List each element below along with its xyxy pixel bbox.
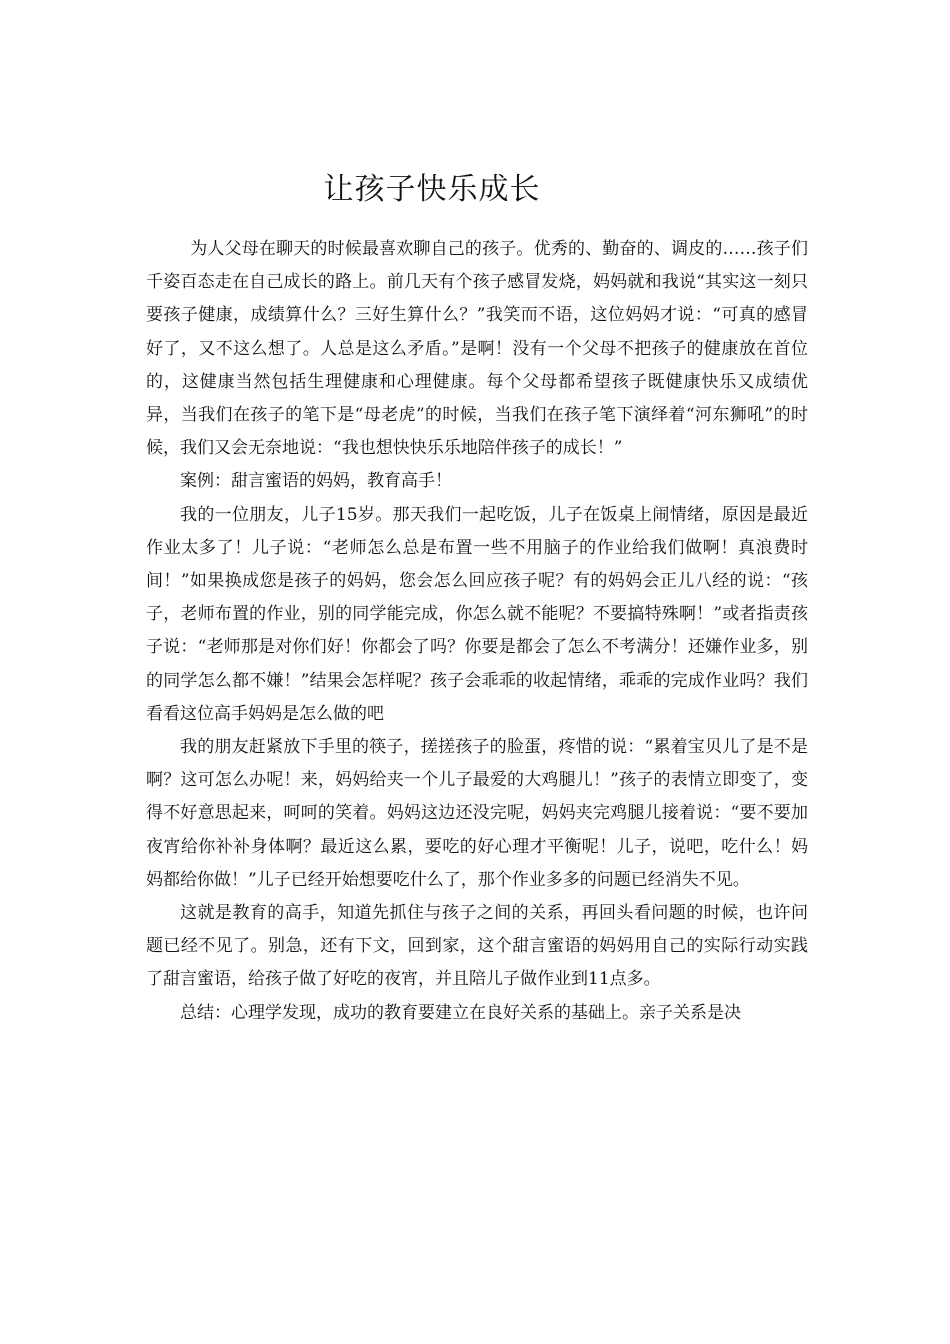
paragraph-case-heading: 案例：甜言蜜语的妈妈，教育高手！ <box>180 471 452 492</box>
paragraph-mother-response: 我的朋友赶紧放下手里的筷子，搓搓孩子的脸蛋，疼惜的说：“累着宝贝儿了是不是啊？这可怎么办呢！来，妈妈给夹一个儿子最爱的大鸡腿儿！”孩子的表情立即变了，变得不好意思起来，呵呵的笑着。妈妈这边还没完呢，妈妈夹完鸡腿儿接着说：“要不要加夜宵给你补补身体啊？最近这么累，要吃的好心理才平衡呢！儿子，说吧，吃什么！妈妈都给你做！”儿子已经开始想要吃什么了，那个作业多多的问题已经消失不见。 <box>146 737 808 890</box>
paragraph-summary: 总结：心理学发现，成功的教育要建立在良好关系的基础上。亲子关系是决 <box>180 1002 741 1023</box>
paragraph-case-story: 我的一位朋友，儿子15岁。那天我们一起吃饭，儿子在饭桌上闹情绪，原因是最近作业太多了！儿子说：“老师怎么总是布置一些不用脑子的作业给我们做啊！真浪费时间！”如果换成您是孩子的妈妈，您会怎么回应孩子呢？有的妈妈会正儿八经的说：“孩子，老师布置的作业，别的同学能完成，你怎么就不能呢？不要搞特殊啊！”或者指责孩子说：“老师那是对你们好！你都会了吗？你要是都会了怎么不考满分！还嫌作业多，别的同学怎么都不嫌！”结果会怎样呢？孩子会乖乖的收起情绪，乖乖的完成作业吗？我们看看这位高手妈妈是怎么做的吧 <box>146 504 808 724</box>
paragraph-analysis: 这就是教育的高手，知道先抓住与孩子之间的关系，再回头看问题的时候，也许问题已经不见了。别急，还有下文，回到家，这个甜言蜜语的妈妈用自己的实际行动实践了甜言蜜语，给孩子做了好吃的夜宵，并且陪儿子做作业到11点多。 <box>146 903 808 990</box>
document-body <box>146 233 808 1030</box>
paragraph-intro: 为人父母在聊天的时候最喜欢聊自己的孩子。优秀的、勤奋的、调皮的……孩子们千姿百态走在自己成长的路上。前几天有个孩子感冒发烧，妈妈就和我说“其实这一刻只要孩子健康，成绩算什么？三好生算什么？”我笑而不语，这位妈妈才说：“可真的感冒好了，又不这么想了。人总是这么矛盾。”是啊！没有一个父母不把孩子的健康放在首位的，这健康当然包括生理健康和心理健康。每个父母都希望孩子既健康快乐又成绩优异，当我们在孩子的笔下是“母老虎”的时候，当我们在孩子笔下演绎着“河东狮吼”的时候，我们又会无奈地说：“我也想快快乐乐地陪伴孩子的成长！” <box>146 239 808 459</box>
page-title: 让孩子快乐成长 <box>323 172 541 207</box>
